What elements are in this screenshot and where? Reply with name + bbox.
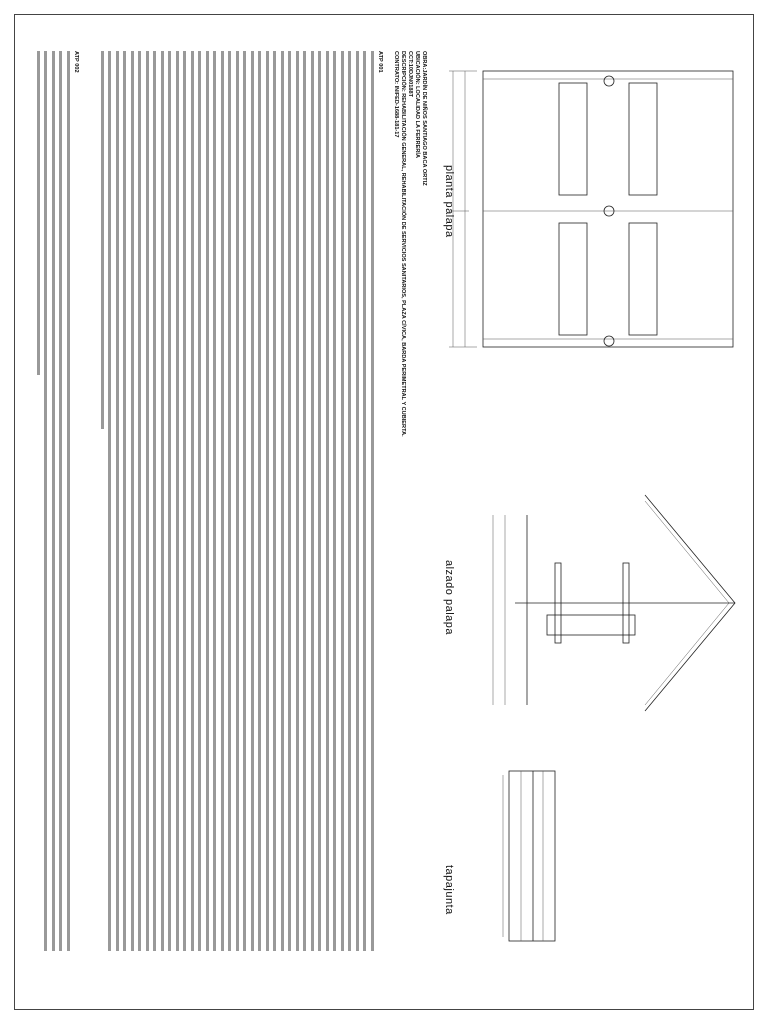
placeholder-line (60, 51, 63, 951)
elevation-title: alzado palapa (443, 560, 455, 636)
spec-code: ATP 002 (73, 51, 79, 73)
placeholder-line (221, 51, 224, 951)
tapajunta-detail (503, 771, 555, 941)
placeholder-line (214, 51, 217, 951)
placeholder-line (176, 51, 179, 951)
placeholder-line (304, 51, 307, 951)
placeholder-line (45, 51, 48, 951)
spec-body-placeholder (101, 51, 374, 951)
placeholder-line (364, 51, 367, 951)
placeholder-line (334, 51, 337, 951)
detail-title: tapajunta (443, 865, 455, 915)
placeholder-line (131, 51, 134, 951)
drawing-sheet (14, 14, 754, 1010)
spec-atp-001 (97, 51, 384, 951)
placeholder-line (266, 51, 269, 951)
placeholder-line (139, 51, 142, 951)
elevation-view (493, 495, 735, 711)
placeholder-line (154, 51, 157, 951)
placeholder-line (161, 51, 164, 951)
placeholder-line (184, 51, 187, 951)
spec-code: ATP 001 (377, 51, 383, 73)
header-obra: OBRA:JARDÍN DE NIÑOS SANTIAGO BACA ORTIZ (421, 51, 427, 186)
placeholder-line (169, 51, 172, 951)
placeholder-line (319, 51, 322, 951)
plan-view (449, 71, 733, 347)
placeholder-line (37, 51, 40, 375)
placeholder-line (371, 51, 374, 951)
project-header (392, 51, 427, 437)
placeholder-line (289, 51, 292, 951)
placeholder-line (206, 51, 209, 951)
placeholder-line (101, 51, 104, 429)
plan-title: planta palapa (443, 165, 455, 238)
placeholder-line (274, 51, 277, 951)
placeholder-line (67, 51, 70, 951)
spec-atp-002 (33, 51, 80, 951)
placeholder-line (199, 51, 202, 951)
placeholder-line (116, 51, 119, 951)
placeholder-line (259, 51, 262, 951)
placeholder-line (356, 51, 359, 951)
placeholder-line (281, 51, 284, 951)
placeholder-line (146, 51, 149, 951)
placeholder-line (349, 51, 352, 951)
rotated-drawing (15, 15, 754, 1010)
placeholder-line (311, 51, 314, 951)
placeholder-line (191, 51, 194, 951)
header-contrato: CONTRATO: INIFED-1688-181-17 (393, 51, 399, 138)
header-descripcion: DESCRIPCIÓN: REHABILITACIÓN GENERAL, REHABILITACIÓN DE SERVICIOS SANITARIOS, PLAZA CÍVICA, BARDA PERIMETRAL Y CUBIERTA. (400, 51, 406, 437)
placeholder-line (229, 51, 232, 951)
placeholder-line (251, 51, 254, 951)
placeholder-line (124, 51, 127, 951)
placeholder-line (296, 51, 299, 951)
placeholder-line (236, 51, 239, 951)
header-cct: CCT:10DJN0188T (407, 51, 413, 98)
placeholder-line (109, 51, 112, 951)
spec-body-placeholder (37, 51, 70, 951)
placeholder-line (52, 51, 55, 951)
placeholder-line (244, 51, 247, 951)
placeholder-line (341, 51, 344, 951)
placeholder-line (326, 51, 329, 951)
header-ubicacion: UBICACIÓN: LOCALIDAD LA FERRERÍA (414, 51, 420, 158)
